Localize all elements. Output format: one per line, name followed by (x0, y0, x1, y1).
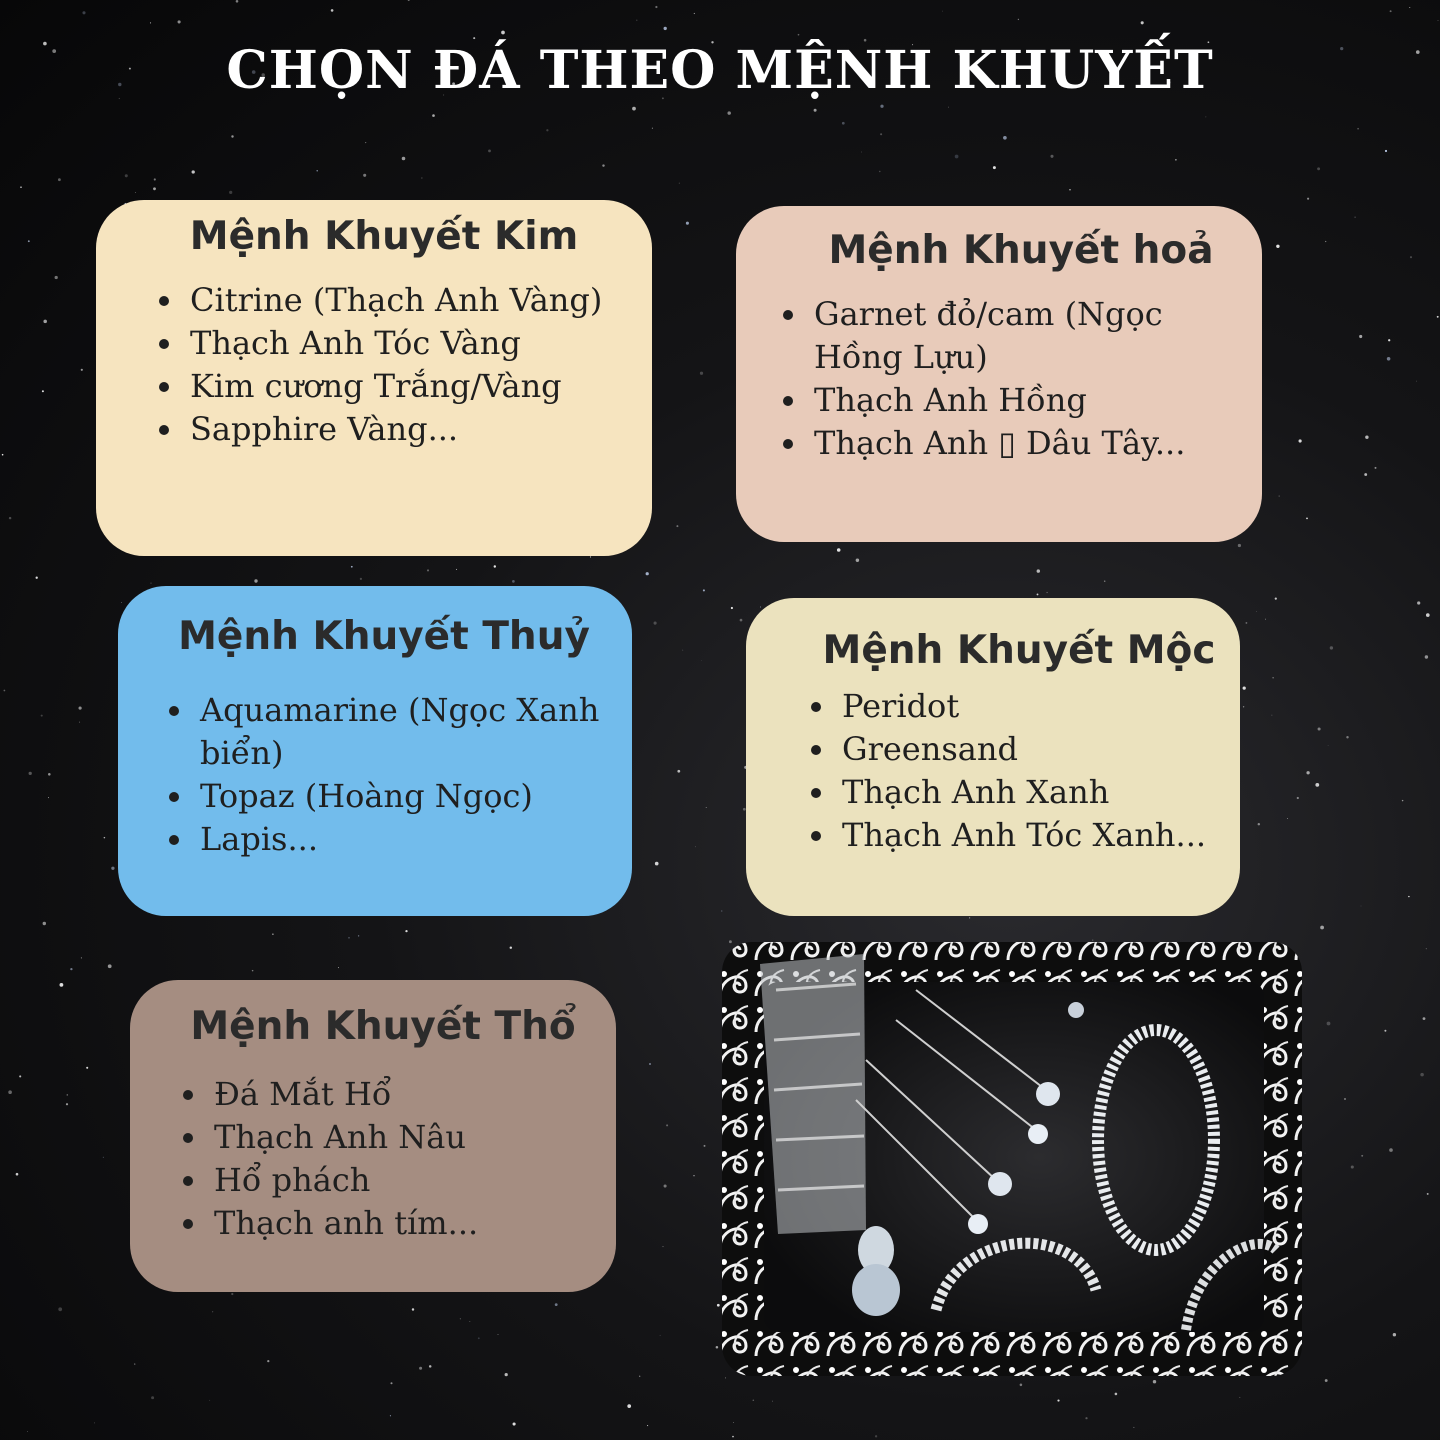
list-item: • Thạch Anh Tóc Vàng (186, 322, 612, 365)
list-item: • Thạch Anh Tóc Xanh... (838, 814, 1230, 857)
card-heading: Mệnh Khuyết Thuỷ (178, 614, 590, 659)
card-heading: Mệnh Khuyết Mộc (822, 628, 1216, 673)
stone-list (808, 685, 1230, 857)
card-menh-khuyet-hoa (736, 206, 1262, 542)
stone-list (780, 293, 1222, 465)
list-item: • Topaz (Hoàng Ngọc) (196, 775, 602, 818)
list-item: • Hổ phách (210, 1159, 586, 1202)
stone-list (180, 1073, 586, 1245)
list-item: • Greensand (838, 728, 1230, 771)
list-item: • Peridot (838, 685, 1230, 728)
list-item: • Thạch Anh ▯ Dâu Tây... (810, 422, 1222, 465)
card-heading: Mệnh Khuyết hoả (828, 228, 1214, 273)
card-menh-khuyet-kim (96, 200, 652, 556)
card-heading: Mệnh Khuyết Thổ (190, 1004, 576, 1049)
list-item: • Thạch Anh Nâu (210, 1116, 586, 1159)
list-item: • Đá Mắt Hổ (210, 1073, 586, 1116)
card-heading: Mệnh Khuyết Kim (189, 214, 579, 259)
list-item: • Thạch Anh Xanh (838, 771, 1230, 814)
list-item: • Lapis... (196, 818, 602, 861)
list-item: • Thạch anh tím... (210, 1202, 586, 1245)
list-item: • Aquamarine (Ngọc Xanh biển) (196, 689, 602, 775)
stone-list (156, 279, 612, 451)
list-item: • Garnet đỏ/cam (Ngọc Hồng Lựu) (810, 293, 1222, 379)
card-menh-khuyet-moc (746, 598, 1240, 916)
card-menh-khuyet-thuy (118, 586, 632, 916)
list-item: • Citrine (Thạch Anh Vàng) (186, 279, 612, 322)
stone-list (166, 689, 602, 861)
list-item: • Kim cương Trắng/Vàng (186, 365, 612, 408)
jewelry-photo-ornate-frame (716, 930, 1308, 1388)
page-title: CHỌN ĐÁ THEO MỆNH KHUYẾT (226, 40, 1214, 101)
list-item: • Thạch Anh Hồng (810, 379, 1222, 422)
card-menh-khuyet-tho (130, 980, 616, 1292)
list-item: • Sapphire Vàng... (186, 408, 612, 451)
